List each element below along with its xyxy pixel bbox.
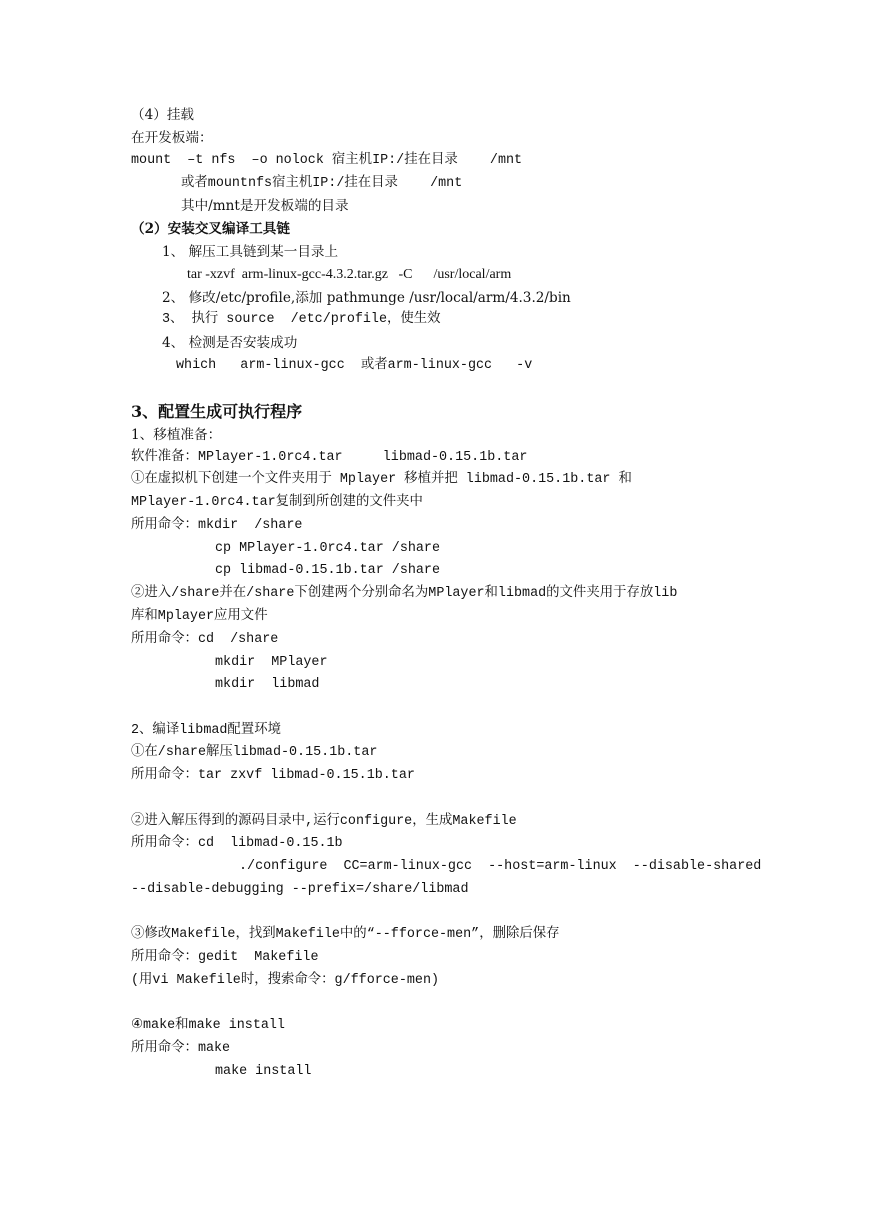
text-line: 2、编译libmad配置环境 <box>131 723 281 738</box>
text-line: cp libmad-0.15.1b.tar /share <box>215 563 440 578</box>
text-line: 1、移植准备： <box>131 427 222 443</box>
text-line: make install <box>215 1064 312 1079</box>
text-line: 3、 执行 source /etc/profile，使生效 <box>162 312 441 327</box>
text-line: mount –t nfs –o nolock 宿主机IP:/挂在目录 /mnt <box>131 153 523 168</box>
text-line: 在开发板端： <box>131 130 213 146</box>
text-line: ②进入解压得到的源码目录中,运行configure，生成Makefile <box>131 814 517 829</box>
text-line: 所用命令：mkdir /share <box>131 518 303 533</box>
text-line: 1、 解压工具链到某一目录上 <box>162 244 339 260</box>
text-line: 其中/mnt是开发板端的目录 <box>181 198 349 214</box>
text-line: tar -xzvf arm-linux-gcc-4.3.2.tar.gz -C /usr/local/arm <box>187 267 512 282</box>
text-line: mkdir MPlayer <box>215 655 328 670</box>
text-line: ./configure CC=arm-linux-gcc --host=arm-linux --disable-shared <box>239 859 762 874</box>
text-line: （4）挂载 <box>131 107 195 123</box>
text-line: 或者mountnfs宿主机IP:/挂在目录 /mnt <box>181 176 463 191</box>
text-line: ①在虚拟机下创建一个文件夹用于 Mplayer 移植并把 libmad-0.15.1b.tar 和 <box>131 472 632 487</box>
text-line: 软件准备：MPlayer-1.0rc4.tar libmad-0.15.1b.tar <box>131 450 528 465</box>
text-line: --disable-debugging --prefix=/share/libmad <box>131 882 469 897</box>
text-line: mkdir libmad <box>215 677 320 692</box>
text-line: cp MPlayer-1.0rc4.tar /share <box>215 541 440 556</box>
text-line: 所用命令：cd /share <box>131 632 279 647</box>
text-line: 所用命令：tar zxvf libmad-0.15.1b.tar <box>131 768 415 783</box>
text-line: 所用命令：cd libmad-0.15.1b <box>131 836 343 851</box>
text-line: ②进入/share并在/share下创建两个分别命名为MPlayer和libmad的文件夹用于存放lib <box>131 586 678 601</box>
text-line: 库和Mplayer应用文件 <box>131 609 268 624</box>
section-heading: 3、配置生成可执行程序 <box>131 402 303 421</box>
text-line: (用vi Makefile时，搜索命令：g/fforce-men) <box>131 973 440 988</box>
text-line: 4、 检测是否安装成功 <box>162 335 298 351</box>
text-line: 所用命令：gedit Makefile <box>131 950 319 965</box>
text-line: which arm-linux-gcc 或者arm-linux-gcc -v <box>176 358 533 373</box>
text-line: ③修改Makefile，找到Makefile中的“--fforce-men”，删除后保存 <box>131 927 560 942</box>
text-line: 2、 修改/etc/profile,添加 pathmunge /usr/local/arm/4.3.2/bin <box>162 290 571 306</box>
text-line: 所用命令：make <box>131 1041 231 1056</box>
text-line: MPlayer-1.0rc4.tar复制到所创建的文件夹中 <box>131 495 423 510</box>
text-line: ④make和make install <box>131 1018 285 1033</box>
section-heading: （2）安装交叉编译工具链 <box>131 221 290 237</box>
text-line: ①在/share解压libmad-0.15.1b.tar <box>131 745 378 760</box>
